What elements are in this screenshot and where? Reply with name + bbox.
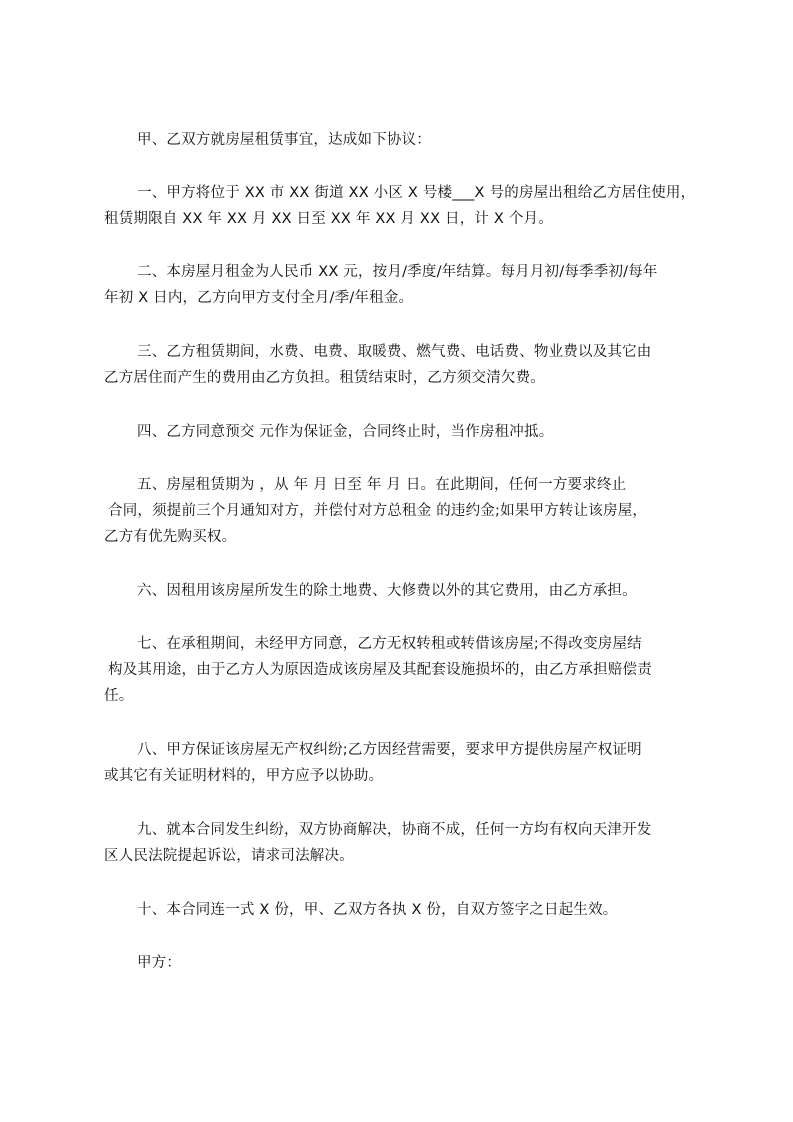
clause-1-line-2: 租赁期限自 XX 年 XX 月 XX 日至 XX 年 XX 月 XX 日，计 X 个月。 <box>104 211 553 227</box>
clause-2-line-1: 二、本房屋月租金为人民币 XX 元，按月/季度/年结算。每月月初/每季季初/每年 <box>137 264 658 280</box>
clause-7-line-2: 构及其用途，由于乙方人为原因造成该房屋及其配套设施损坏的，由乙方承担赔偿责 <box>108 662 652 678</box>
intro-text: 甲、乙双方就房屋租赁事宜，达成如下协议： <box>137 132 431 148</box>
clause-7-line-3: 任。 <box>104 688 134 704</box>
clause-3-line-2: 乙方居住而产生的费用由乙方负担。租赁结束时，乙方须交清欠费。 <box>104 370 545 386</box>
clause-4-line-1: 四、乙方同意预交 元作为保证金，合同终止时，当作房租冲抵。 <box>137 424 554 440</box>
clause-8-line-1: 八、甲方保证该房屋无产权纠纷;乙方因经营需要，要求甲方提供房屋产权证明 <box>137 742 642 758</box>
clause-5-line-2: 合同，须提前三个月通知对方，并偿付对方总租金 的违约金;如果甲方转让该房屋， <box>108 503 648 519</box>
clause-8-line-2: 或其它有关证明材料的，甲方应予以协助。 <box>104 768 384 784</box>
clause-10-line-1: 十、本合同连一式 X 份，甲、乙双方各执 X 份，自双方签字之日起生效。 <box>137 902 618 918</box>
clause-6-line-1: 六、因租用该房屋所发生的除土地费、大修费以外的其它费用，由乙方承担。 <box>137 583 637 599</box>
signature-label-party-a: 甲方： <box>137 955 182 971</box>
clause-1-line-1: 一、甲方将位于 XX 市 XX 街道 XX 小区 X 号楼___X 号的房屋出租给乙方居住使用， <box>137 185 696 201</box>
clause-9-line-1: 九、就本合同发生纠纷，双方协商解决，协商不成，任何一方均有权向天津开发 <box>137 822 652 838</box>
clause-5-line-1: 五、房屋租赁期为 ，从 年 月 日至 年 月 日。在此期间，任何一方要求终止 <box>137 477 627 493</box>
clause-7-line-1: 七、在承租期间，未经甲方同意，乙方无权转租或转借该房屋;不得改变房屋结 <box>137 636 642 652</box>
clause-9-line-2: 区人民法院提起诉讼，请求司法解决。 <box>104 848 354 864</box>
clause-3-line-1: 三、乙方租赁期间，水费、电费、取暖费、燃气费、电话费、物业费以及其它由 <box>137 344 652 360</box>
clause-2-line-2: 年初 X 日内，乙方向甲方支付全月/季/年租金。 <box>104 290 414 306</box>
clause-5-line-3: 乙方有优先购买权。 <box>104 529 237 545</box>
